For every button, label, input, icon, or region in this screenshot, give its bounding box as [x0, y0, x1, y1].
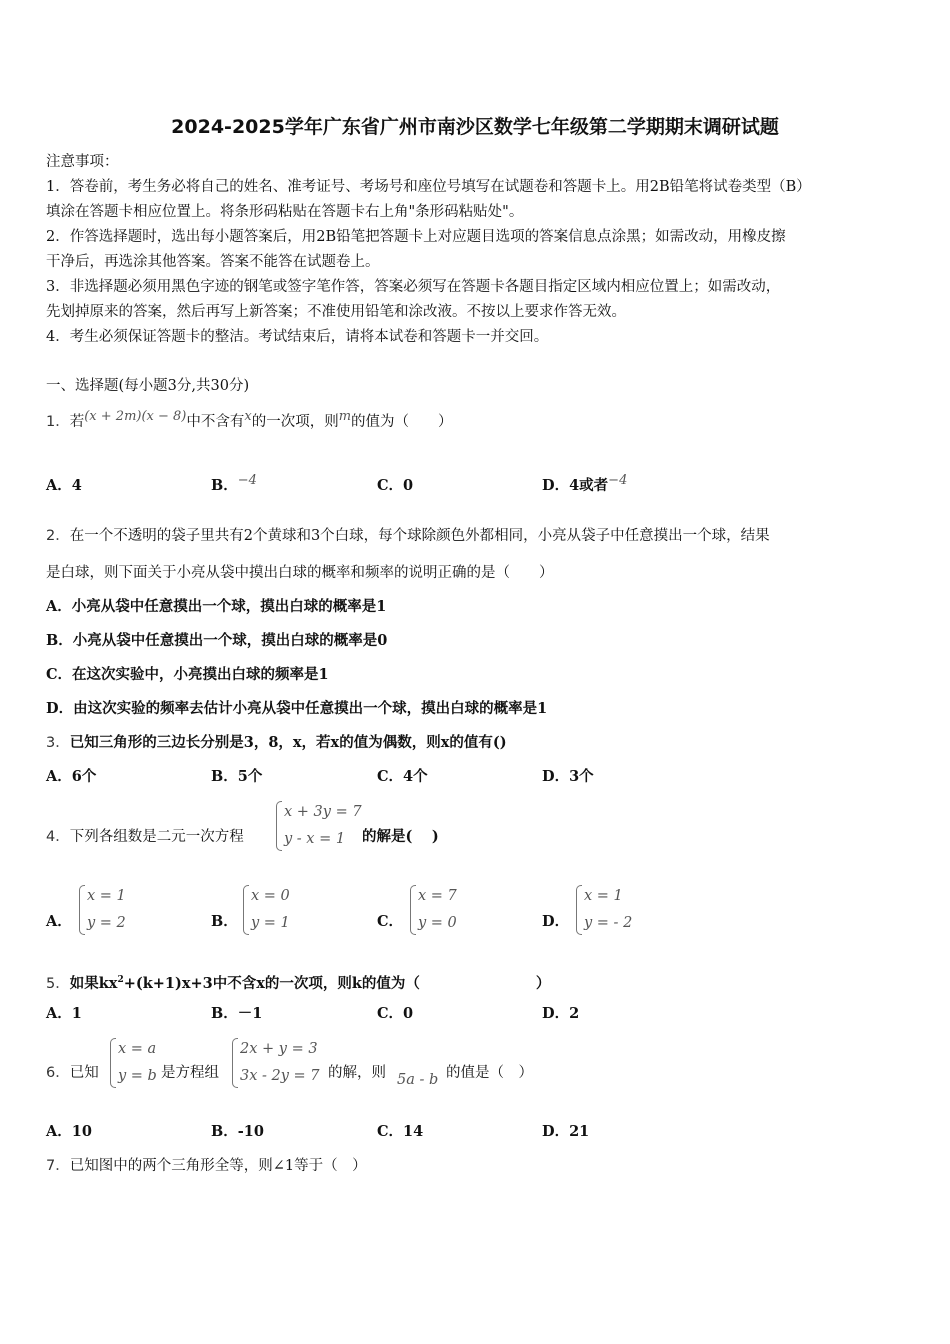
- question-number: 5．: [46, 975, 70, 992]
- option-a-label[interactable]: A．: [46, 913, 72, 930]
- question-number: 3．: [46, 735, 70, 751]
- option-a[interactable]: A．4: [46, 477, 82, 494]
- question-2: 2．在一个不透明的袋子里共有2个黄球和3个白球，每个球除颜色外都相同，小亮从袋子中任意摸出一个球，结果: [46, 528, 770, 544]
- question-number: 7．: [46, 1158, 70, 1174]
- notice-line: 填涂在答题卡相应位置上。将条形码粘贴在答题卡右上角"条形码粘贴处"。: [46, 204, 524, 220]
- page-title: 2024-2025学年广东省广州市南沙区数学七年级第二学期期末调研试题: [171, 116, 779, 138]
- math-expression: 5a - b: [397, 1072, 439, 1088]
- question-6-mid2: 的解，则: [328, 1065, 386, 1081]
- question-number: 1．: [46, 414, 70, 430]
- question-2-cont: 是白球，则下面关于小亮从袋中摸出白球的概率和频率的说明正确的是（ ）: [46, 565, 554, 581]
- equation-system: x + 3y = 7 y - x = 1: [276, 799, 362, 853]
- option-d[interactable]: D．3个: [542, 768, 594, 785]
- notice-line: 1．答卷前，考生务必将自己的姓名、准考证号、考场号和座位号填写在试题卷和答题卡上。用2B铅笔将试卷类型（B）: [46, 179, 811, 195]
- option-c[interactable]: C．0: [377, 477, 414, 494]
- option-a[interactable]: A．小亮从袋中任意摸出一个球，摸出白球的概率是1: [46, 598, 387, 615]
- question-6: 6．已知: [46, 1065, 99, 1081]
- notice-line: 4．考生必须保证答题卡的整洁。考试结束后，请将本试卷和答题卡一并交回。: [46, 329, 549, 345]
- option-b[interactable]: B．−4: [211, 473, 257, 494]
- option-d[interactable]: D．2: [542, 1005, 580, 1022]
- solution-system: x = a y = b: [110, 1036, 157, 1090]
- notice-line: 2．作答选择题时，选出每小题答案后，用2B铅笔把答题卡上对应题目选项的答案信息点涂黑；如需改动，用橡皮擦: [46, 229, 786, 245]
- option-d-system[interactable]: x = 1 y = - 2: [576, 883, 632, 937]
- notice-line: 干净后，再选涂其他答案。答案不能答在试题卷上。: [46, 254, 380, 270]
- math-variable: m: [338, 409, 352, 424]
- question-5: 5．如果$kx^2+(k+1)x+3$中不含x的一次项，则k的值为（ ）: [46, 974, 551, 992]
- option-c-label[interactable]: C．: [377, 913, 404, 930]
- notice-line: 先划掉原来的答案，然后再写上新答案；不准使用铅笔和涂改液。不按以上要求作答无效。: [46, 304, 626, 320]
- question-7: 7．已知图中的两个三角形全等，则∠1等于（ ）: [46, 1158, 367, 1174]
- question-3: 3．已知三角形的三边长分别是3，8，x，若x的值为偶数，则x的值有(): [46, 734, 507, 751]
- option-d[interactable]: D．4或者−4: [542, 473, 628, 494]
- option-d-label[interactable]: D．: [542, 913, 570, 930]
- math-variable: x: [244, 409, 252, 424]
- option-b-system[interactable]: x = 0 y = 1: [243, 883, 290, 937]
- question-number: 4．: [46, 829, 70, 845]
- option-c[interactable]: C．0: [377, 1005, 414, 1022]
- notice-line: 3．非选择题必须用黑色字迹的钢笔或签字笔作答，答案必须写在答题卡各题目指定区域内相应位置上；如需改动，: [46, 279, 781, 295]
- equation-system: 2x + y = 3 3x - 2y = 7: [232, 1036, 320, 1090]
- option-d[interactable]: D．21: [542, 1123, 590, 1140]
- option-b[interactable]: B．－1: [211, 1005, 263, 1022]
- option-c-system[interactable]: x = 7 y = 0: [410, 883, 457, 937]
- option-a[interactable]: A．6个: [46, 768, 97, 785]
- option-b[interactable]: B．-10: [211, 1123, 264, 1140]
- question-4-end: 的解是( ): [362, 828, 439, 845]
- option-a[interactable]: A．1: [46, 1005, 82, 1022]
- math-expression: (x + 2m)(x − 8): [84, 409, 187, 424]
- question-number: 6．: [46, 1065, 70, 1081]
- question-1: 1．若(x + 2m)(x − 8)中不含有x的一次项，则m的值为（ ）: [46, 409, 453, 430]
- section-heading: 一、选择题(每小题3分,共30分): [46, 378, 250, 394]
- option-b[interactable]: B．5个: [211, 768, 263, 785]
- notice-heading: 注意事项：: [46, 154, 119, 170]
- option-c[interactable]: C．4个: [377, 768, 428, 785]
- option-a-system[interactable]: x = 1 y = 2: [79, 883, 126, 937]
- question-number: 2．: [46, 528, 70, 544]
- option-d[interactable]: D．由这次实验的频率去估计小亮从袋中任意摸出一个球，摸出白球的概率是1: [46, 700, 548, 717]
- option-b-label[interactable]: B．: [211, 913, 238, 930]
- option-a[interactable]: A．10: [46, 1123, 92, 1140]
- option-c[interactable]: C．14: [377, 1123, 424, 1140]
- question-6-end: 的值是（ ）: [446, 1065, 533, 1081]
- option-b[interactable]: B．小亮从袋中任意摸出一个球，摸出白球的概率是0: [46, 632, 388, 649]
- question-4: 4．下列各组数是二元一次方程: [46, 829, 244, 845]
- option-c[interactable]: C．在这次实验中，小亮摸出白球的频率是1: [46, 666, 329, 683]
- question-6-mid: 是方程组: [161, 1065, 219, 1081]
